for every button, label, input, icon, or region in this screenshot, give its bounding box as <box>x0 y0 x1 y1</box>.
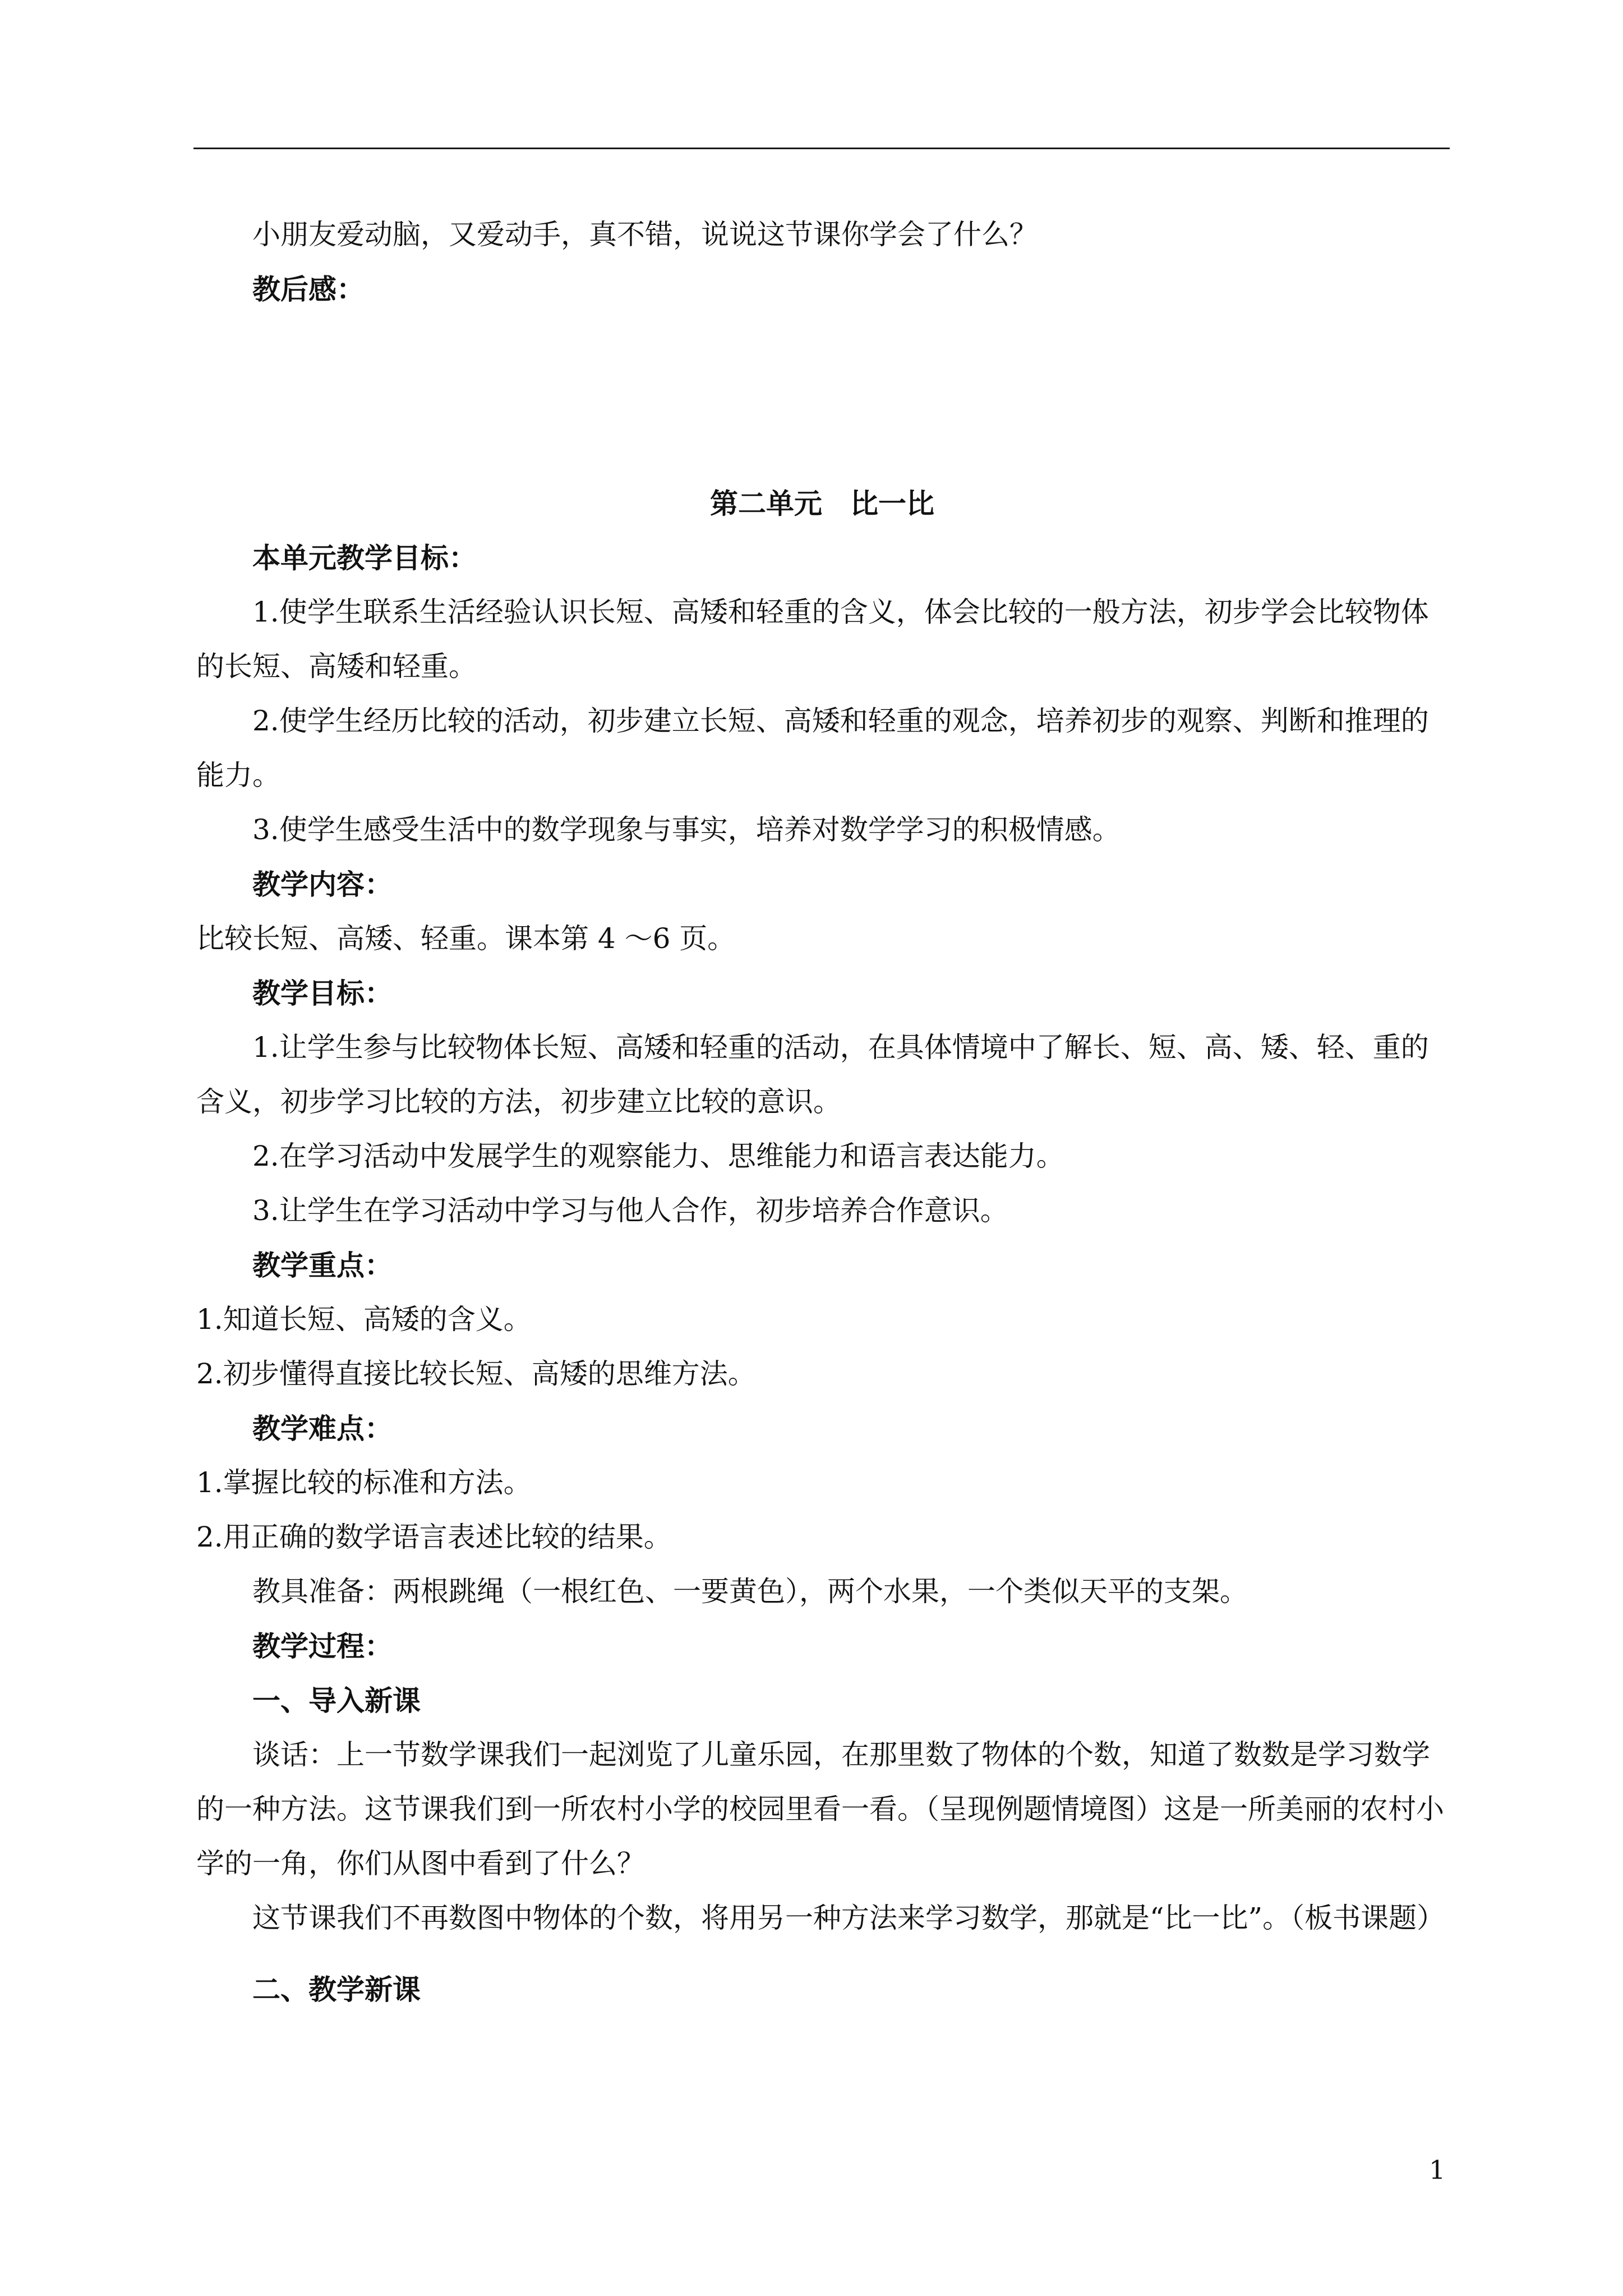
unit-goal-3: 3.使学生感受生活中的数学现象与事实，培养对数学学习的积极情感。 <box>252 813 1121 846</box>
document-body <box>196 208 1448 2017</box>
content-heading: 教学内容： <box>252 868 393 901</box>
difficulty-1: 1.掌握比较的标准和方法。 <box>196 1466 532 1499</box>
objective-3: 3.让学生在学习活动中学习与他人合作，初步培养合作意识。 <box>252 1194 1008 1227</box>
blank-space <box>196 316 1448 476</box>
unit-goal-1: 1.使学生联系生活经验认识长短、高矮和轻重的含义，体会比较的一般方法，初步学会比较物体的长短、高矮和轻重。 <box>196 596 1429 683</box>
summary-question: 小朋友爱动脑，又爱动手，真不错，说说这节课你学会了什么？ <box>252 218 1038 251</box>
header-rule <box>193 148 1450 149</box>
section1-paragraph-1: 谈话：上一节数学课我们一起浏览了儿童乐园，在那里数了物体的个数，知道了数数是学习数学的一种方法。这节课我们到一所农村小学的校园里看一看。（呈现例题情境图）这是一所美丽的农村小学的一角，你们从图中看到了什么？ <box>196 1738 1444 1880</box>
content-text: 比较长短、高矮、轻重。课本第 4 ～6 页。 <box>196 922 736 955</box>
section2-heading: 二、教学新课 <box>252 1973 421 2006</box>
objective-1: 1.让学生参与比较物体长短、高矮和轻重的活动，在具体情境中了解长、短、高、矮、轻、重的含义，初步学习比较的方法，初步建立比较的意识。 <box>196 1031 1429 1118</box>
difficulties-heading: 教学难点： <box>252 1412 393 1445</box>
unit-goal-2: 2.使学生经历比较的活动，初步建立长短、高矮和轻重的观念，培养初步的观察、判断和推理的能力。 <box>196 705 1429 792</box>
objective-2: 2.在学习活动中发展学生的观察能力、思维能力和语言表达能力。 <box>252 1140 1064 1172</box>
reflection-label: 教后感： <box>252 273 365 306</box>
section-gap <box>196 1945 1448 1962</box>
key-point-2: 2.初步懂得直接比较长短、高矮的思维方法。 <box>196 1358 756 1390</box>
section1-paragraph-2: 这节课我们不再数图中物体的个数，将用另一种方法来学习数学，那就是“比一比”。（板书课题） <box>252 1902 1445 1934</box>
page-number: 1 <box>1429 2155 1446 2185</box>
objectives-heading: 教学目标： <box>252 977 393 1010</box>
key-point-1: 1.知道长短、高矮的含义。 <box>196 1303 532 1336</box>
key-points-heading: 教学重点： <box>252 1249 393 1282</box>
difficulty-2: 2.用正确的数学语言表述比较的结果。 <box>196 1521 672 1553</box>
unit-title: 第二单元 比一比 <box>710 487 934 520</box>
unit-goals-heading: 本单元教学目标： <box>252 541 477 574</box>
materials-text: 教具准备：两根跳绳（一根红色、一要黄色），两个水果，一个类似天平的支架。 <box>252 1575 1248 1608</box>
process-heading: 教学过程： <box>252 1630 393 1663</box>
section1-heading: 一、导入新课 <box>252 1684 421 1717</box>
